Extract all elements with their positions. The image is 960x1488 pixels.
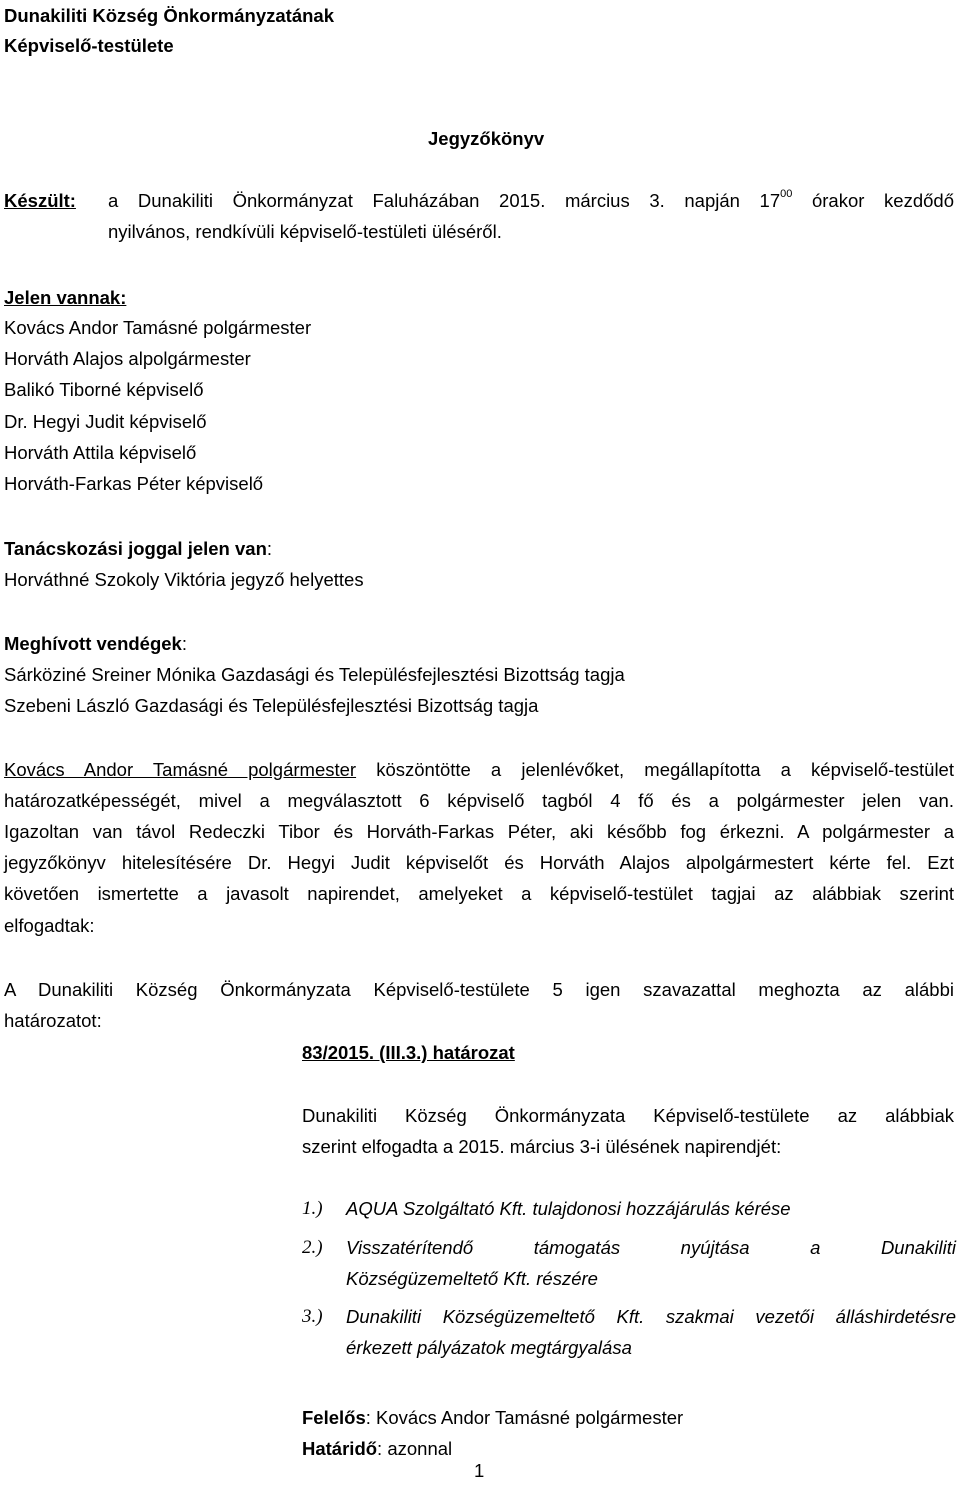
- advisory-heading-text: Tanácskozási joggal jelen van: [4, 538, 267, 559]
- header-line-2: Képviselő-testülete: [4, 35, 174, 56]
- advisory-colon: :: [266, 538, 273, 559]
- keszult-line-2: nyilvános, rendkívüli képviselő-testületi üléséről.: [108, 221, 502, 242]
- deadline-value: azonnal: [382, 1438, 453, 1459]
- guests-heading-text: Meghívott vendégek: [4, 633, 182, 654]
- keszult-text-a: a Dunakiliti Önkormányzat Faluházában 2015. március 3. napján 17: [108, 190, 781, 211]
- responsible-line: [302, 1402, 683, 1433]
- opening-line-4: jegyzőkönyv hitelesítésére Dr. Hegyi Judit képviselőt és Horváth Alajos alpolgármestert kérte fel. Ezt: [4, 852, 954, 873]
- agenda-item-text: érkezett pályázatok megtárgyalása: [346, 1337, 632, 1358]
- header-line-1: Dunakiliti Község Önkormányzatának: [4, 5, 335, 26]
- keszult-text-b: órakor kezdődő: [792, 190, 954, 211]
- agenda-item-number: 3.): [302, 1306, 323, 1327]
- resolution-text-line-2: szerint elfogadta a 2015. március 3-i ülésének napirendjét:: [302, 1136, 782, 1157]
- page-number: 1: [474, 1460, 485, 1481]
- vote-line-2: határozatot:: [4, 1010, 102, 1031]
- guest-item: Szebeni László Gazdasági és Településfejlesztési Bizottság tagja: [4, 695, 539, 716]
- keszult-label: Készült:: [4, 190, 76, 211]
- responsible-colon: :: [365, 1407, 371, 1428]
- guest-item: Sárköziné Sreiner Mónika Gazdasági és Településfejlesztési Bizottság tagja: [4, 664, 625, 685]
- resolution-title: 83/2015. (III.3.) határozat: [302, 1042, 515, 1063]
- deadline-line: [302, 1433, 452, 1464]
- agenda-item-text: Községüzemeltető Kft. részére: [346, 1268, 598, 1289]
- responsible-label: Felelős: [302, 1407, 366, 1428]
- agenda-item-text: Visszatérítendő támogatás nyújtása a Dunakiliti: [346, 1237, 956, 1258]
- opening-line-1-rest: köszöntötte a jelenlévőket, megállapította a képviselő-testület: [356, 759, 954, 780]
- doc-title: Jegyzőkönyv: [428, 128, 545, 149]
- responsible-value: Kovács Andor Tamásné polgármester: [370, 1407, 684, 1428]
- keszult-line-1: [108, 185, 954, 216]
- present-member: Dr. Hegyi Judit képviselő: [4, 411, 207, 432]
- present-member: Kovács Andor Tamásné polgármester: [4, 317, 312, 338]
- deadline-label: Határidő: [302, 1438, 378, 1459]
- resolution-text-line-1: Dunakiliti Község Önkormányzata Képviselő-testülete az alábbiak: [302, 1105, 954, 1126]
- guests-heading: [4, 628, 187, 659]
- opening-line-6: elfogadtak:: [4, 915, 95, 936]
- guests-colon: :: [181, 633, 187, 654]
- deadline-colon: :: [377, 1438, 383, 1459]
- keszult-time-sup: 00: [780, 187, 793, 200]
- agenda-item-text: Dunakiliti Községüzemeltető Kft. szakmai vezetői álláshirdetésre: [346, 1306, 956, 1327]
- opening-line-5: követően ismertette a javasolt napirendet, amelyeket a képviselő-testület tagjai az alábbiak szerint: [4, 883, 954, 904]
- opening-line-2: határozatképességét, mivel a megválasztott 6 képviselő tagból 4 fő és a polgármester jelen van.: [4, 790, 954, 811]
- advisory-person: Horváthné Szokoly Viktória jegyző helyettes: [4, 569, 364, 590]
- opening-speaker: Kovács Andor Tamásné polgármester: [4, 759, 357, 780]
- agenda-item-text: AQUA Szolgáltató Kft. tulajdonosi hozzájárulás kérése: [346, 1198, 791, 1219]
- present-member: Balikó Tiborné képviselő: [4, 379, 204, 400]
- present-member: Horváth-Farkas Péter képviselő: [4, 473, 264, 494]
- present-member: Horváth Alajos alpolgármester: [4, 348, 251, 369]
- present-heading: Jelen vannak:: [4, 287, 127, 308]
- agenda-item-number: 1.): [302, 1198, 323, 1219]
- advisory-heading: [4, 533, 272, 564]
- present-member: Horváth Attila képviselő: [4, 442, 197, 463]
- opening-line-1: [4, 754, 954, 785]
- agenda-item-number: 2.): [302, 1237, 323, 1258]
- opening-line-3: Igazoltan van távol Redeczki Tibor és Horváth-Farkas Péter, aki később fog érkezni. A polgármester a: [4, 821, 954, 842]
- vote-line-1: A Dunakiliti Község Önkormányzata Képviselő-testülete 5 igen szavazattal meghozta az alábbi: [4, 979, 954, 1000]
